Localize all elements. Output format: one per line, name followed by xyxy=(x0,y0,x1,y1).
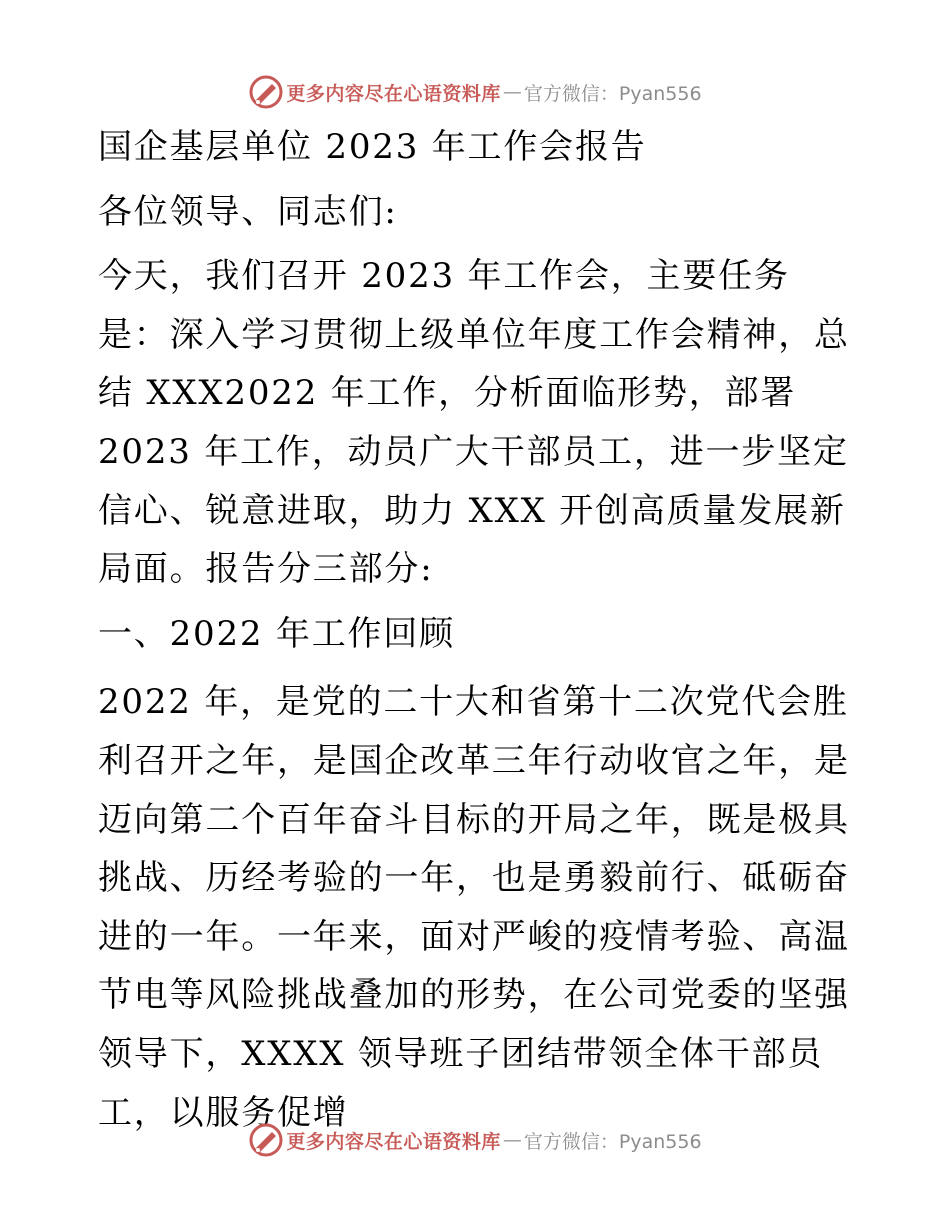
watermark-secondary-text: 官方微信：Pyan556 xyxy=(523,82,702,105)
watermark-primary-text: 更多内容尽在心语资料库 xyxy=(286,1130,501,1153)
watermark-banner-top xyxy=(0,72,950,112)
paragraph-intro: 今天，我们召开 2023 年工作会，主要任务是：深入学习贯彻上级单位年度工作会精神，总结 XXX2022 年工作，分析面临形势，部署 2023 年工作，动员广大干部员工，进一步坚定信心、锐意进取，助力 XXX 开创高质量发展新局面。报告分三部分: xyxy=(98,256,850,590)
paragraph-review: 2022 年，是党的二十大和省第十二次党代会胜利召开之年，是国企改革三年行动收官之年，是迈向第二个百年奋斗目标的开局之年，既是极具挑战、历经考验的一年，也是勇毅前行、砥砺奋进的一年。一年来，面对严峻的疫情考验、高温节电等风险挑战叠加的形势，在公司党委的坚强领导下，XXXX 领导班子团结带领全体干部员工，以服务促增 xyxy=(98,682,850,1133)
salutation: 各位领导、同志们: xyxy=(98,191,398,232)
watermark-secondary-text: 官方微信：Pyan556 xyxy=(523,1130,702,1153)
pen-logo-icon xyxy=(248,1122,284,1158)
watermark-primary-text: 更多内容尽在心语资料库 xyxy=(286,82,501,105)
section-heading: 一、2022 年工作回顾 xyxy=(98,613,455,654)
watermark-separator: — xyxy=(502,81,522,103)
watermark-separator: — xyxy=(502,1129,522,1151)
document-title: 国企基层单位 2023 年工作会报告 xyxy=(98,127,647,167)
pen-logo-icon xyxy=(248,74,284,110)
watermark-banner-bottom xyxy=(0,1120,950,1160)
document-body xyxy=(98,118,858,1142)
